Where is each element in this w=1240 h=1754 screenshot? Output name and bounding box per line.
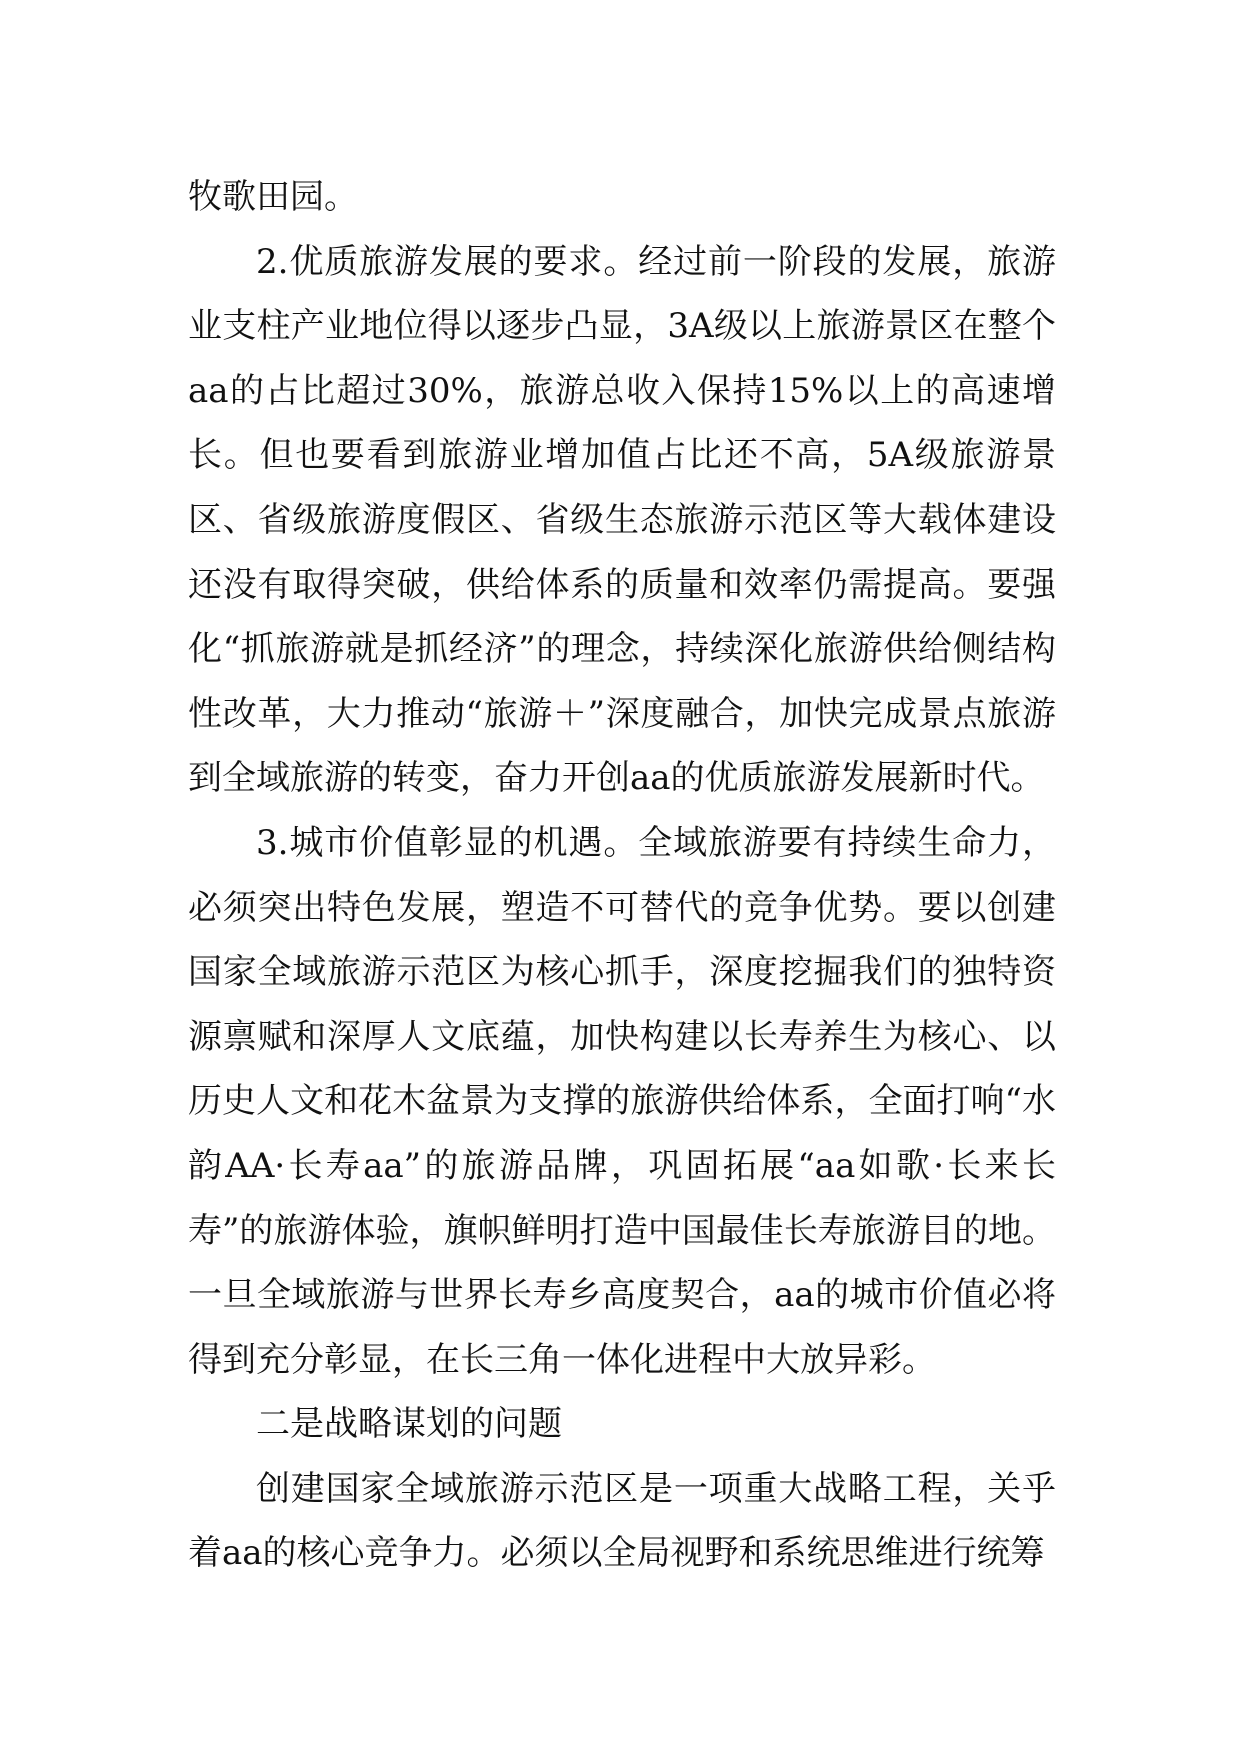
paragraph-strategy: 创建国家全域旅游示范区是一项重大战略工程，关乎着aa的核心竞争力。必须以全局视野和系统思维进行统筹 xyxy=(188,1468,1056,1574)
paragraph-quality-tourism: 2.优质旅游发展的要求。经过前一阶段的发展，旅游业支柱产业地位得以逐步凸显，3A级以上旅游景区在整个aa的占比超过30%，旅游总收入保持15%以上的高速增长。但也要看到旅游业增加值占比还不高，5A级旅游景区、省级旅游度假区、省级生态旅游示范区等大载体建设还没有取得突破，供给体系的质量和效率仍需提高。要强化“抓旅游就是抓经济”的理念，持续深化旅游供给侧结构性改革，大力推动“旅游＋”深度融合，加快完成景点旅游到全域旅游的转变，奋力开创aa的优质旅游发展新时代。 xyxy=(188,241,1056,799)
paragraph-city-value: 3.城市价值彰显的机遇。全域旅游要有持续生命力，必须突出特色发展，塑造不可替代的竞争优势。要以创建国家全域旅游示范区为核心抓手，深度挖掘我们的独特资源禀赋和深厚人文底蕴，加快构建以长寿养生为核心、以历史人文和花木盆景为支撑的旅游供给体系，全面打响“水韵AA·长寿aa”的旅游品牌，巩固拓展“aa如歌·长来长寿”的旅游体验，旗帜鲜明打造中国最佳长寿旅游目的地。一旦全域旅游与世界长寿乡高度契合，aa的城市价值必将得到充分彰显，在长三角一体化进程中大放异彩。 xyxy=(188,822,1056,1380)
document-body xyxy=(188,165,1056,1586)
section-heading-strategy: 二是战略谋划的问题 xyxy=(256,1404,562,1445)
paragraph-continuation: 牧歌田园。 xyxy=(188,177,358,217)
